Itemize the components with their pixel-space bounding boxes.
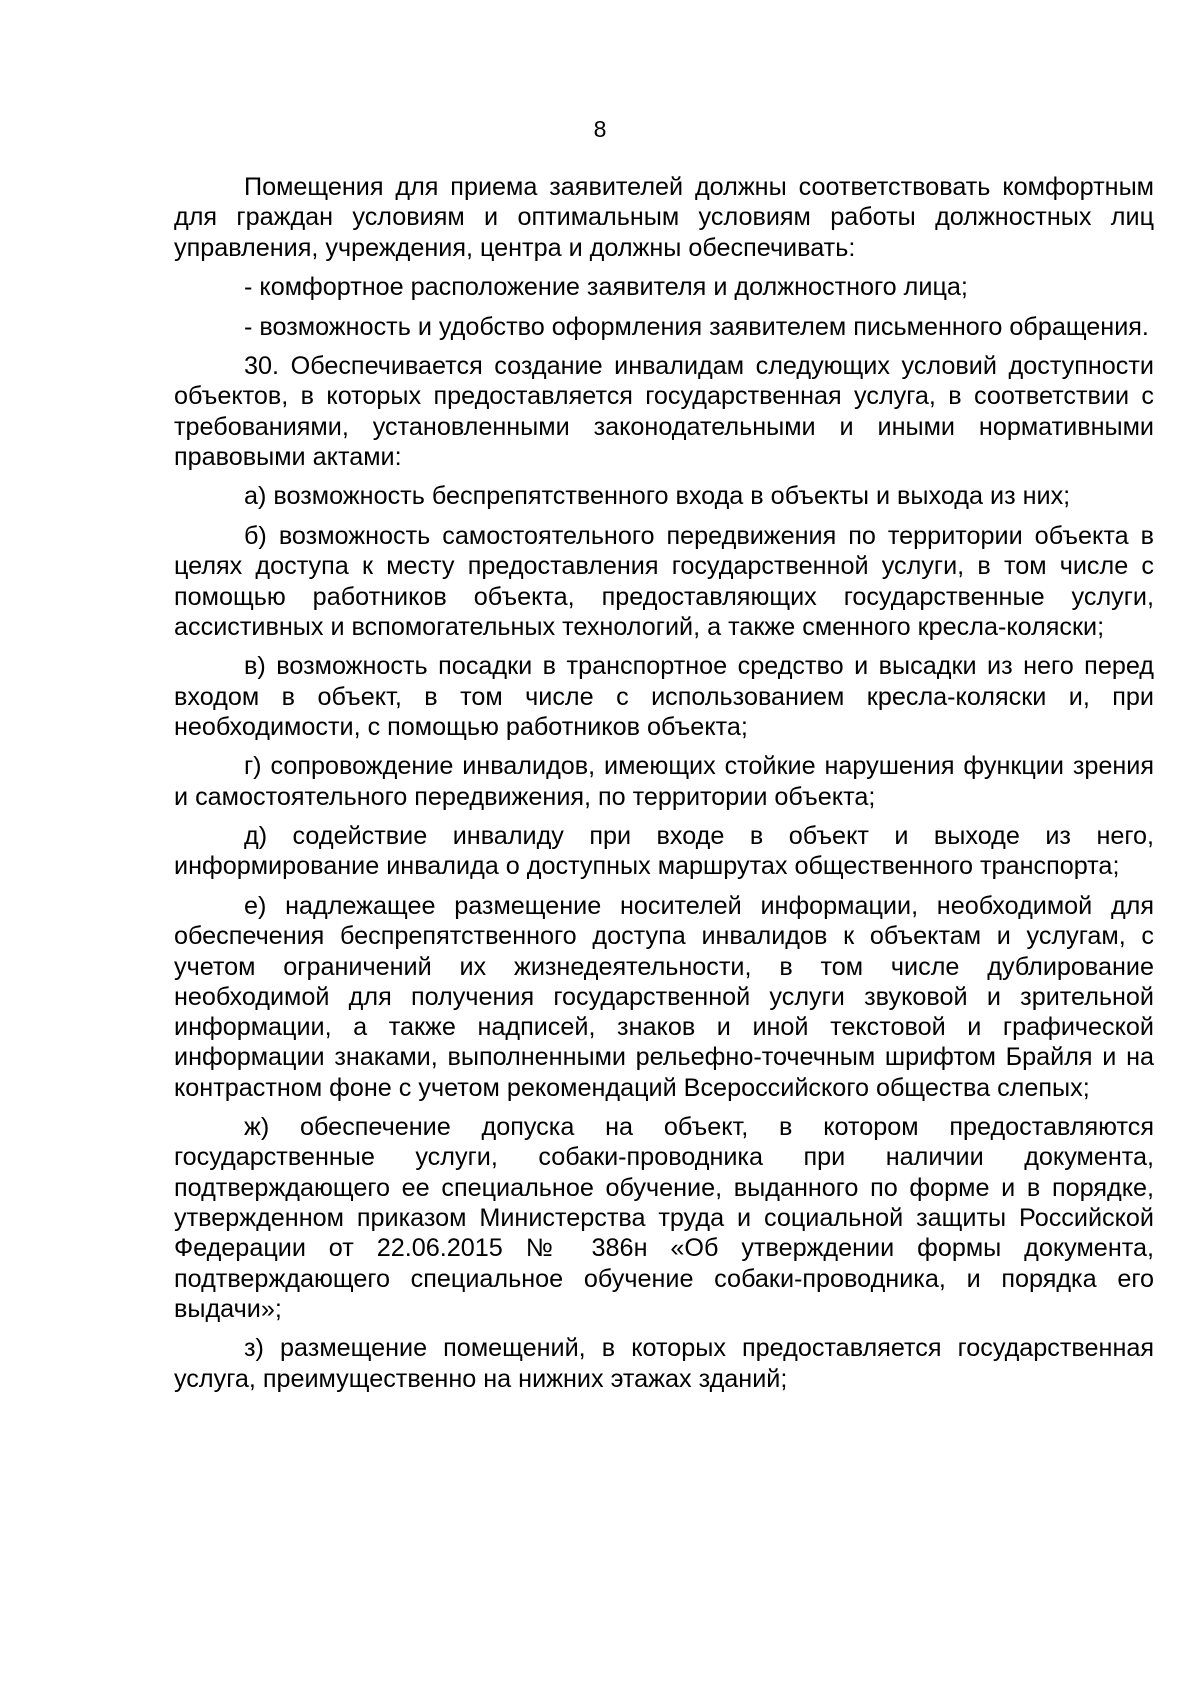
paragraph-item-a: а) возможность беспрепятственного входа в объекты и выхода из них; xyxy=(244,482,1071,511)
paragraph-item-g: г) сопровождение инвалидов, имеющих стойкие нарушения функции зрения и самостоятельного передвижения, по территории объекта; xyxy=(174,752,1154,811)
paragraph-item-b: б) возможность самостоятельного передвижения по территории объекта в целях доступа к месту предоставления государственной услуги, в том числе с помощью работников объекта, предоставляющих государственные услуги, ассистивных и вспомогательных технологий, а также сменного кресла-коляски; xyxy=(174,521,1154,641)
paragraph-item-v: в) возможность посадки в транспортное средство и высадки из него перед входом в объект, в том числе с использованием кресла-коляски и, при необходимости, с помощью работников объекта; xyxy=(174,652,1154,741)
paragraph-item-30: 30. Обеспечивается создание инвалидам следующих условий доступности объектов, в которых предоставляется государственная услуга, в соответствии с требованиями, установленными законодательными и иными нормативными правовыми актами: xyxy=(174,352,1154,471)
paragraph-item-d: д) содействие инвалиду при входе в объект и выходе из него, информирование инвалида о доступных маршрутах общественного транспорта; xyxy=(174,822,1154,881)
paragraph-written-appeal: - возможность и удобство оформления заявителем письменного обращения. xyxy=(244,312,1149,341)
document-body xyxy=(174,172,1154,1403)
paragraph-premises-requirements: Помещения для приема заявителей должны соответствовать комфортным для граждан условиям и оптимальным условиям работы должностных лиц управления, учреждения, центра и должны обеспечивать: xyxy=(174,173,1154,262)
paragraph-item-z: з) размещение помещений, в которых предоставляется государственная услуга, преимущественно на нижних этажах зданий; xyxy=(174,1334,1154,1393)
paragraph-item-e: е) надлежащее размещение носителей информации, необходимой для обеспечения беспрепятственного доступа инвалидов к объектам и услугам, с учетом ограничений их жизнедеятельности, в том числе дублирование необходимой для получения государственной услуги звуковой и зрительной информации, а также надписей, знаков и иной текстовой и графической информации знаками, выполненными рельефно-точечным шрифтом Брайля и на контрастном фоне с учетом рекомендаций Всероссийского общества слепых; xyxy=(174,891,1154,1102)
paragraph-item-zh: ж) обеспечение допуска на объект, в котором предоставляются государственные услуги, собаки-проводника при наличии документа, подтверждающего ее специальное обучение, выданного по форме и в порядке, утвержденном приказом Министерства труда и социальной защиты Российской Федерации от 22.06.2015 № 386н «Об утверждении формы документа, подтверждающего специальное обучение собаки-проводника, и порядка его выдачи»; xyxy=(174,1113,1154,1323)
page-number: 8 xyxy=(593,116,607,142)
paragraph-comfortable-placement: - комфортное расположение заявителя и должностного лица; xyxy=(244,273,968,302)
